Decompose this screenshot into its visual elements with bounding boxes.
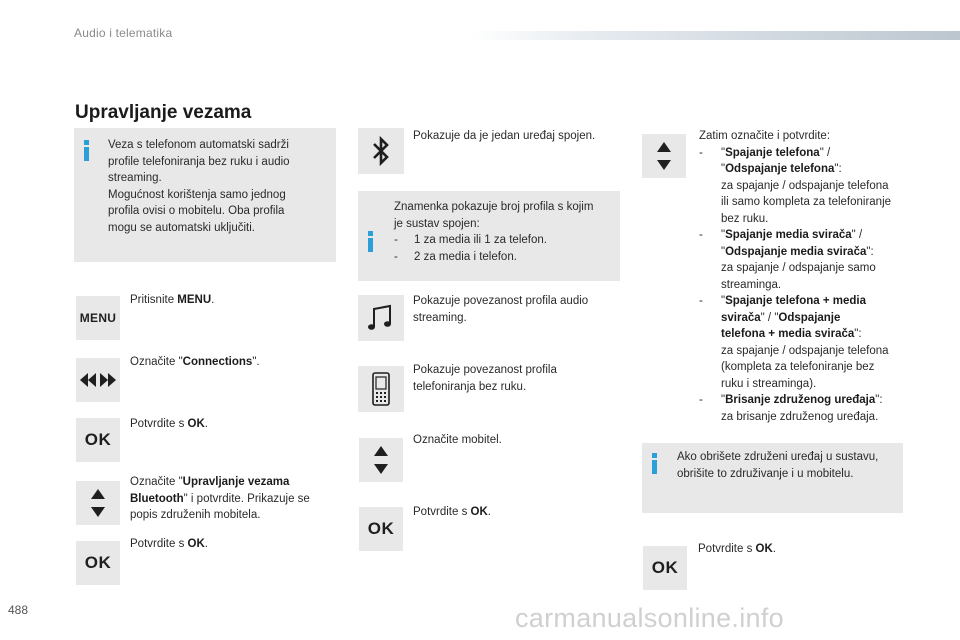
- page-title: Upravljanje vezama: [75, 102, 252, 123]
- header-bar: [470, 31, 960, 40]
- ok-button-icon: OK: [76, 541, 120, 585]
- step-confirm-ok: Potvrdite s OK.: [130, 418, 208, 430]
- bluetooth-icon: [358, 128, 404, 174]
- music-note-icon: [358, 295, 404, 341]
- info-box-delete-pairing: Ako obrišete združeni uređaj u sustavu, obrišite to združivanje i u mobitelu.: [642, 443, 903, 513]
- ok-button-icon: OK: [359, 507, 403, 551]
- step-confirm-ok-3: Potvrdite s OK.: [413, 506, 491, 518]
- step-confirm-ok-4: Potvrdite s OK.: [698, 543, 776, 555]
- step-confirm-ok-2: Potvrdite s OK.: [130, 538, 208, 550]
- page-number: 488: [8, 603, 29, 617]
- mobile-phone-icon: [358, 366, 404, 412]
- ok-button-icon: OK: [643, 546, 687, 590]
- handsfree-description: Pokazuje povezanost profila telefoniranja bez ruku.: [413, 364, 557, 393]
- up-down-arrows-icon: [359, 438, 403, 482]
- step-select-phone: Označite mobitel.: [413, 434, 502, 446]
- step-press-menu: Pritisnite MENU.: [130, 294, 215, 306]
- step-select-bluetooth-management: Označite "Upravljanje vezama Bluetooth" i potvrdite. Prikazuje se popis združenih mobitela.: [130, 476, 310, 521]
- bluetooth-connected-description: Pokazuje da je jedan uređaj spojen.: [413, 130, 596, 142]
- info-icon: [366, 231, 376, 252]
- info-icon: [650, 453, 660, 474]
- left-right-arrows-icon: [76, 358, 120, 402]
- watermark: carmanualsonline.info: [515, 603, 784, 633]
- info-box-profile-count: Znamenka pokazuje broj profila s kojim je sustav spojen: - 1 za media ili 1 za telefon. - 2 za media i telefon.: [358, 191, 620, 281]
- up-down-arrows-icon: [76, 481, 120, 525]
- info-box-profiles: Veza s telefonom automatski sadrži profile telefoniranja bez ruku i audio streaming. Mogućnost korištenja samo jednog profila ovisi o mobitelu. Oba profila mogu se automatski uključiti.: [74, 128, 336, 262]
- ok-button-icon: OK: [76, 418, 120, 462]
- info-icon: [82, 140, 92, 161]
- up-down-arrows-icon: [642, 134, 686, 178]
- section-header: Audio i telematika: [74, 26, 173, 40]
- audio-streaming-description: Pokazuje povezanost profila audio streaming.: [413, 295, 589, 324]
- step-select-connections: Označite "Connections".: [130, 356, 260, 368]
- connection-options-list: Zatim označite i potvrdite: - "Spajanje telefona" / "Odspajanje telefona": za spajanje / odspajanje telefona ili samo kompleta za telefoniranje bez ruku. - "Spajanje media svirača" / "Odspajanje media svirača": za spajanje / odspajanje samo streaminga. - "Spajanje telefona + media svirača" / "Odspajanje telefona + media svirača": za spajanje / odspajanje telefona (kompleta za telefoniranje bez ruku i streaminga). - "Brisanje združenog uređaja": za brisanje združenog uređaja.: [699, 130, 892, 423]
- menu-button-icon: MENU: [76, 296, 120, 340]
